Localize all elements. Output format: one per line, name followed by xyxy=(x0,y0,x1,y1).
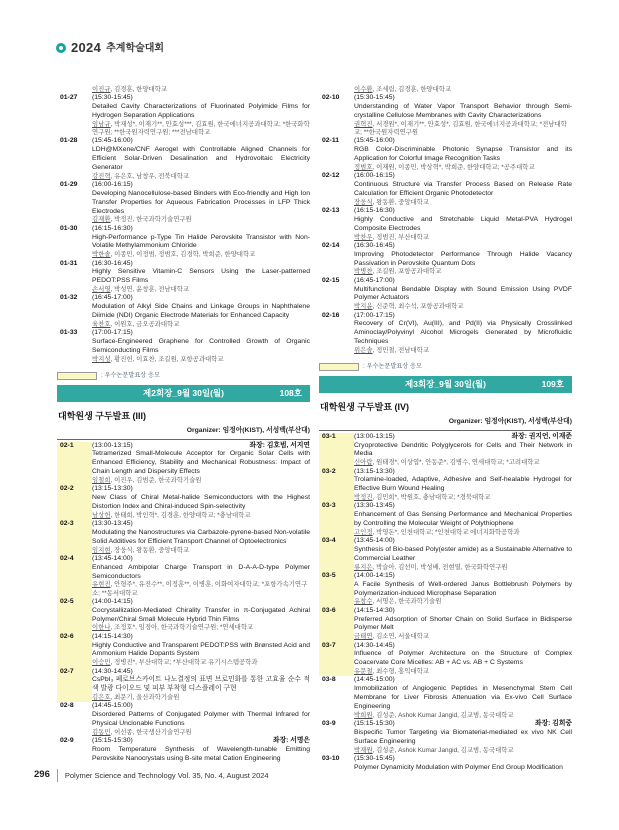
entry-title: Detailed Cavity Characterizations of Fluorinated Polyimide Films for Hydrogen Separation Applications xyxy=(92,103,310,119)
brand-title: 추계학술대회 xyxy=(106,42,165,54)
program-entry xyxy=(57,633,310,668)
entry-body xyxy=(92,442,310,486)
entry-chair: 좌장: 권지언, 이재준 xyxy=(511,432,572,440)
entry-first-author: 육찬호 xyxy=(92,320,111,328)
journal-title: Polymer Science and Technology Vol. 35, No. 4, August 2024 xyxy=(64,770,269,780)
entry-time: (16:15-16:30) xyxy=(354,207,395,215)
entry-title: Influence of Polymer Architecture on the Structure of Complex Coacervate Core Micelles: AB + AC vs. AB + C Systems xyxy=(354,650,572,667)
entry-body xyxy=(354,642,572,677)
entry-body xyxy=(92,485,310,520)
entry-first-author: 손서영 xyxy=(92,286,111,294)
entry-time: (14:45-15:00) xyxy=(92,702,133,710)
entry-authors: 금태연, 김소연, 서울대학교 xyxy=(354,633,430,641)
entry-code xyxy=(319,86,354,94)
entry-code: 03-8 xyxy=(322,676,336,684)
page-number: 296 xyxy=(34,769,50,781)
entry-first-author: 김재환 xyxy=(92,216,111,224)
entry-title: Bispecific Tumor Targeting via Biomaterial-mediated ex vivo NK Cell Surface Engineering xyxy=(354,728,572,745)
entry-body xyxy=(354,172,572,207)
entry-body xyxy=(92,86,310,94)
entry-code: 01-28 xyxy=(60,137,78,145)
session-band xyxy=(57,385,310,402)
entry-body xyxy=(354,755,572,773)
entry-time: (14:00-14:15) xyxy=(92,597,133,605)
entry-body xyxy=(354,607,572,642)
program-entry xyxy=(319,468,572,503)
program-entry xyxy=(319,720,572,755)
entry-first-author: 김은호 xyxy=(92,694,111,702)
entry-authors: 박지윤, 신준혁, 최수석, 포항공과대학교 xyxy=(354,303,464,311)
entry-title: RGB Color-Discriminable Photonic Synapse Transistor and its Application for Colorful Image Recognition Tasks xyxy=(354,146,572,163)
entry-time: (15:30-15:45) xyxy=(92,94,133,102)
entry-time: (16:45-17:00) xyxy=(92,294,133,302)
program-columns xyxy=(57,86,573,773)
entry-authors: 박희원, 김성준, Ashok Kumar Jangid, 김교범, 동국대학교 xyxy=(354,711,514,719)
entry-title: Modulation of Alkyl Side Chains and Linkage Groups in Naphthalene Diimide (NDI) Organic Electrode Materials for Enhanced Capacity xyxy=(92,303,310,320)
session-band-title: 제2회장_9월 30일(월) xyxy=(143,388,224,399)
entry-title: Cocrystallization-Mediated Chirality Transfer in π-Conjugated Achiral Polymer/Chiral Small Molecule Hybrid Thin Films xyxy=(92,606,310,623)
entry-title: Recovery of Cr(VI), Au(III), and Pd(II) via Physically Crosslinked Aminoclay/Polyvinyl Alcohol Microgels Generated by Microfluidic Techniques xyxy=(354,320,572,346)
entry-time: (15:45-16:00) xyxy=(92,137,133,145)
entry-title: Cryoprotective Dendritic Polyglycerols for Cells and Their Network in Media xyxy=(354,441,572,458)
entry-body xyxy=(92,329,310,364)
entry-body xyxy=(354,242,572,277)
entry-first-author: 유창수 xyxy=(354,598,373,606)
entry-code: 01-32 xyxy=(60,294,78,302)
entry-body xyxy=(92,260,310,295)
entry-code: 03-7 xyxy=(319,642,354,677)
entry-body xyxy=(354,207,572,242)
program-entry xyxy=(57,294,310,329)
entry-title: Disordered Patterns of Conjugated Polymer with Thermal Infrared for Physical Unclonable Functions xyxy=(92,711,310,728)
entry-code: 02-16 xyxy=(322,311,340,319)
entry-first-author: 임지현 xyxy=(92,546,111,554)
program-entry xyxy=(57,94,310,137)
entry-authors: 고인정, 박영돈*, 인천대학교; *인천대학교 에너지화학공학과 xyxy=(354,528,520,536)
entry-code: 03-3 xyxy=(319,502,354,537)
program-entry xyxy=(57,555,310,598)
entry-code: 03-1 xyxy=(319,433,354,468)
entry-chair: 좌장: 김호범, 서지연 xyxy=(249,441,310,449)
entry-code: 02-12 xyxy=(322,172,340,180)
entry-first-author: 금태연 xyxy=(354,633,373,641)
program-entry xyxy=(319,572,572,607)
entry-time: (14:45-15:00) xyxy=(354,676,395,684)
session-title: 대학원생 구두발표 (IV) xyxy=(320,402,410,413)
entry-title: LDH@MXene/CNF Aerogel with Controllable Aligned Channels for Efficient Solar-Driven Desalination and Hydrovoltaic Electricity Generator xyxy=(92,146,310,171)
program-entry xyxy=(319,433,572,468)
entry-code: 01-31 xyxy=(60,259,78,267)
entry-authors: 류지은, 박슬아, 김선미, 박성배, 전현열, 한국화학연구원 xyxy=(354,563,508,571)
entry-first-author: 정범호 xyxy=(354,163,373,171)
entry-title: Immobilization of Angiogenic Peptides in Mesenchymal Stem Cell Membrane for Liver Fibrosis Attenuation via Ex-vivo Cell Surface Engineering xyxy=(354,685,572,710)
entry-first-author: 박희원 xyxy=(354,711,373,719)
entry-time: (16:00-16:15) xyxy=(354,172,395,180)
entry-title: Surface-Engineered Graphene for Controlled Growth of Organic Semiconducting Films xyxy=(92,338,310,354)
entry-first-author: 박지윤 xyxy=(354,303,373,311)
program-entry xyxy=(57,520,310,555)
entry-title: Polymer Dynamicity Modulation with Polymer End Group Modification xyxy=(354,763,563,771)
entry-time: (14:00-14:15) xyxy=(354,572,395,579)
program-entry xyxy=(57,86,310,94)
entry-body xyxy=(354,537,572,572)
entry-body xyxy=(92,668,310,703)
entry-first-author: 류지은 xyxy=(354,563,373,571)
entry-body xyxy=(354,277,572,312)
conference-brand xyxy=(56,40,164,57)
entry-time: (15:30-15:45) xyxy=(354,754,395,762)
entry-time: (15:30-15:45) xyxy=(354,94,395,102)
entry-authors: 박병찬, 조길원, 포항공과대학교 xyxy=(354,268,442,276)
entry-body xyxy=(92,181,310,225)
entry-authors: 손서영, 박성연, 윤창훈, 전남대학교 xyxy=(92,286,190,294)
program-entry xyxy=(319,755,572,773)
entry-time: (14:30-14:45) xyxy=(354,641,395,649)
entry-authors: 박정진, 김민희*, 박원호, 충남대학교; *경북대학교 xyxy=(354,494,491,502)
entry-body xyxy=(92,633,310,668)
entry-first-author: 위은솔 xyxy=(354,346,373,354)
program-entry xyxy=(319,94,572,137)
program-entry xyxy=(319,207,572,242)
entry-body xyxy=(92,555,310,598)
entry-time: (14:30-14:45) xyxy=(92,667,133,675)
program-entry xyxy=(57,329,310,364)
program-entry xyxy=(319,242,572,277)
entry-body xyxy=(354,502,572,537)
program-entry xyxy=(57,737,310,763)
entry-first-author: 임철희 xyxy=(92,476,111,484)
entry-authors: 이진규, 김경훈, 한양대학교 xyxy=(92,86,168,93)
entry-code: 02-9 xyxy=(60,737,74,745)
program-entry xyxy=(319,172,572,207)
brand-year: 2024 xyxy=(71,40,102,55)
entry-authors: 정범호, 이재원, 이종민, 박상혁*, 박희준, 한양대학교; *공주대학교 xyxy=(354,163,535,171)
entry-time: (13:45-14:00) xyxy=(92,554,133,562)
entry-first-author: 이승민 xyxy=(92,659,111,667)
entry-time: (14:15-14:30) xyxy=(92,632,133,640)
entry-title: High-Performance p-Type Tin Halide Perovskite Transistor with Non-Volatile Methylammonium Chloride xyxy=(92,233,310,250)
entry-code: 03-4 xyxy=(319,537,354,572)
entry-time: (17:00-17:15) xyxy=(354,311,395,319)
entry-code: 02-5 xyxy=(57,598,92,633)
session-room: 108호 xyxy=(279,388,302,399)
session-title: 대학원생 구두발표 (III) xyxy=(58,411,147,422)
entry-authors: 강진혁, 유은호, 남창우, 전북대학교 xyxy=(92,172,190,180)
entry-authors: 박재원, 김성준, Ashok Kumar Jangid, 김교범, 동국대학교 xyxy=(354,746,514,754)
entry-body xyxy=(354,433,572,468)
entry-first-author: 강진혁 xyxy=(92,172,111,180)
entry-code: 02-4 xyxy=(57,555,92,598)
entry-authors: 유창수, 서명은, 한국과학기술원 xyxy=(354,598,442,606)
entry-body xyxy=(92,225,310,260)
session-room: 109호 xyxy=(541,379,564,390)
entry-time: (13:30-13:45) xyxy=(92,520,133,528)
entry-body xyxy=(354,137,572,172)
entry-code: 02-6 xyxy=(57,633,92,668)
entry-time: (14:15-14:30) xyxy=(354,606,395,614)
entry-title: Enhanced Ambipolar Charge Transport in D-A-A-D-type Polymer Semiconductors xyxy=(92,563,310,580)
entry-authors: 남상헌, 한태희, 박인혁*, 김경훈, 한양대학교; *충남대학교 xyxy=(92,511,251,519)
entry-first-author: 남상헌 xyxy=(92,511,111,519)
entry-first-author: 고인정 xyxy=(354,528,373,536)
program-entry xyxy=(57,668,310,703)
entry-authors: 박지성, 황진헌, 이효찬, 조길원, 포항공과대학교 xyxy=(92,355,224,363)
entry-list-session-right xyxy=(319,433,572,773)
entry-body xyxy=(354,94,572,137)
award-legend-label: : 우수논문발표상 응모 xyxy=(101,372,160,379)
entry-title: A Facile Synthesis of Well-ordered Janus Bottlebrush Polymers by Polymerization-induced Microphase Separation xyxy=(354,580,572,597)
entry-time: (16:30-16:45) xyxy=(354,241,395,249)
entry-title: Modulating the Nanostructures via Carbazole-pyrene-based Non-volatile Solid Additives for Efficient Transport Channel of Optoelectronics xyxy=(92,528,310,545)
program-entry xyxy=(319,676,572,720)
program-entry xyxy=(319,502,572,537)
entry-first-author: 박정진 xyxy=(354,494,373,502)
award-highlight-swatch xyxy=(57,372,97,380)
entry-first-author: 박한솔 xyxy=(92,251,111,259)
entry-authors: 박찬우, 정범진, 부산대학교 xyxy=(354,233,430,241)
entry-code: 03-9 xyxy=(322,720,336,728)
entry-authors: 김동민, 이선종, 한국생산기술연구원 xyxy=(92,728,192,736)
entry-time: (13:15-13:30) xyxy=(354,467,395,475)
entry-first-author: 이진규 xyxy=(92,86,111,93)
entry-first-author: 박병찬 xyxy=(354,268,373,276)
entry-first-author: 박찬우 xyxy=(354,233,373,241)
program-entry xyxy=(57,485,310,520)
entry-time: (15:15-15:30) xyxy=(354,720,395,728)
entry-authors: 이수환, 조세림, 김경훈, 한양대학교 xyxy=(354,86,452,93)
entry-code: 03-6 xyxy=(319,607,354,642)
entry-body xyxy=(92,137,310,181)
entry-title: Synthesis of Bio-based Poly(ester amide) as a Sustainable Alternative to Commercial Leather xyxy=(354,546,572,562)
entry-authors: 이한나, 조정호*, 임정아, 한국과학기술연구원; *연세대학교 xyxy=(92,624,254,632)
entry-time: (13:30-13:45) xyxy=(354,502,395,510)
program-entry xyxy=(319,537,572,572)
award-legend xyxy=(319,363,572,371)
entry-code xyxy=(57,86,92,94)
entry-authors: 육찬호, 이원호, 금오공과대학교 xyxy=(92,320,180,328)
entry-title: Continuous Structure via Transfer Process Based on Release Rate Calculation for Efficient Organic Photodetector xyxy=(354,181,572,197)
entry-title: Preferred Adsorption of Shorter Chain on Solid Surface in Bidisperse Polymer Melt xyxy=(354,615,572,632)
entry-authors: 유현진, 안형주*, 유진수**, 이정훈**, 이병훈, 이화여자대학교; *포항가속기연구소; **동서대학교 xyxy=(92,581,308,597)
entry-code: 03-10 xyxy=(322,754,340,762)
entry-time: (13:00-13:15) xyxy=(354,432,395,440)
entry-chair: 좌장: 김희중 xyxy=(535,720,572,728)
entry-time: (15:15-15:30) xyxy=(92,737,133,745)
entry-body xyxy=(92,94,310,137)
session-band xyxy=(319,376,572,393)
entry-body xyxy=(92,520,310,555)
entry-time: (16:30-16:45) xyxy=(92,259,133,267)
entry-time: (16:00-16:15) xyxy=(92,181,133,189)
entry-body xyxy=(354,468,572,503)
entry-first-author: 유문철 xyxy=(354,668,373,676)
entry-title: Highly Conductive and Transparent PEDOT:PSS with Brønsted Acid and Ammonium Halide Dopants System xyxy=(92,641,310,658)
program-entry xyxy=(57,702,310,737)
entry-time: (13:00-13:15) xyxy=(92,441,133,449)
entry-authors: 유문철, 최수형, 홍익대학교 xyxy=(354,668,430,676)
entry-title: Highly Sensitive Vitamin-C Sensors Using the Laser-patterned PEDOT:PSS Films xyxy=(92,268,310,285)
entry-title: New Class of Chiral Metal-halide Semiconductors with the Highest Distortion Index and Chiral-induced Spin-selectivity xyxy=(92,494,310,510)
entry-body xyxy=(92,598,310,633)
program-entry xyxy=(319,137,572,172)
entry-authors: 임철희, 이진우, 김범준, 한국과학기술원 xyxy=(92,476,202,484)
entry-code: 02-7 xyxy=(57,668,92,703)
entry-authors: 권혁진, 서경원*, 이재기**, 안효성*, 김효원, 한국에너지공과대학교; *전남대학교; **한국원자력연구원 xyxy=(354,120,567,137)
session-organizer: Organizer: 임정아(KIST), 서성백(부산대) xyxy=(319,418,572,431)
entry-authors: 장웅식, 왕동환, 중앙대학교 xyxy=(354,198,430,206)
entry-code: 02-2 xyxy=(57,485,92,520)
entry-first-author: 박지성 xyxy=(92,355,111,363)
entry-title: Highly Conductive and Stretchable Liquid Metal-PVA Hydrogel Composite Electrodes xyxy=(354,215,572,232)
entry-code: 02-1 xyxy=(57,442,92,486)
entry-code: 02-11 xyxy=(322,137,340,145)
entry-code: 02-3 xyxy=(57,520,92,555)
entry-code: 01-27 xyxy=(60,94,78,102)
entry-body xyxy=(92,294,310,329)
entry-body xyxy=(354,572,572,607)
entry-authors: 임남규, 박재성*, 이재기**, 안효성***, 김효원, 한국에너지공과대학교; *한국화학연구원; **한국원자력연구원; ***전남대학교 xyxy=(92,120,310,137)
entry-authors: 박한솔, 이종민, 이정범, 정범호, 김경학, 박희준, 한양대학교 xyxy=(92,251,256,259)
entry-title: Trolamine-loaded, Adaptive, Adhesive and Self-healable Hydrogel for Effective Burn Wound Healing xyxy=(354,476,572,493)
entry-body xyxy=(354,720,572,755)
award-legend-label: : 우수논문발표상 응모 xyxy=(363,363,422,371)
entry-code: 01-33 xyxy=(60,329,78,337)
program-entry xyxy=(57,260,310,295)
program-entry xyxy=(57,181,310,225)
entry-code: 02-13 xyxy=(322,207,340,215)
program-entry xyxy=(319,277,572,312)
entry-title: Developing Nanocellulose-based Binders with Eco-friendly and High Ion Transfer Properties for Aqueous Fabrication Processes in LFP Thick Electrodes xyxy=(92,189,310,215)
entry-title: Multifunctional Bendable Display with Sound Emission Using PVDF Polymer Actuators xyxy=(354,285,572,302)
program-entry xyxy=(57,137,310,181)
award-highlight-swatch xyxy=(319,363,359,371)
entry-body xyxy=(92,702,310,737)
program-entry xyxy=(319,642,572,677)
entry-list-session-left xyxy=(57,442,310,764)
entry-authors: 임지현, 장웅식, 왕동환, 중앙대학교 xyxy=(92,546,190,554)
program-column-right xyxy=(319,86,572,773)
entry-time: (15:45-16:00) xyxy=(354,137,395,145)
entry-title: Understanding of Water Vapor Transport Behavior through Semi-crystalline Cellulose Membranes with Cavity Characterizations xyxy=(354,103,572,119)
entry-title: Tetramerized Small-Molecule Acceptor for Organic Solar Cells with Enhanced Efficiency, Stability and Mechanical Robustness: Impact of Chain Length and Dispersity Effects xyxy=(92,450,310,476)
entry-list-top-right xyxy=(319,86,572,355)
entry-first-author: 박재원 xyxy=(354,746,373,754)
entry-code: 02-14 xyxy=(322,241,340,249)
entry-list-top-left xyxy=(57,86,310,364)
brand-dot-icon xyxy=(56,43,66,53)
entry-code: 01-30 xyxy=(60,224,78,232)
session-band-title: 제3회장_9월 30일(월) xyxy=(405,379,486,390)
entry-time: (16:15-16:30) xyxy=(92,224,133,232)
entry-body xyxy=(354,86,572,94)
entry-code: 01-29 xyxy=(60,181,78,189)
entry-code: 02-15 xyxy=(322,276,340,284)
entry-time: (16:45-17:00) xyxy=(354,276,395,284)
entry-authors: 위은솔, 정민철, 전남대학교 xyxy=(354,346,430,354)
entry-title: Room Temperature Synthesis of Wavelength-tunable Emitting Perovskite Nanocrystals using B-site metal Cation Engineering xyxy=(92,746,310,762)
entry-chair: 좌장: 서명은 xyxy=(273,737,310,745)
program-entry xyxy=(319,86,572,94)
entry-first-author: 신아람 xyxy=(354,459,373,467)
entry-code: 02-8 xyxy=(60,702,74,710)
program-column-left xyxy=(57,86,310,773)
entry-time: (13:15-13:30) xyxy=(92,485,133,493)
entry-first-author: 이수환 xyxy=(354,86,373,93)
entry-title: Enhancement of Gas Sensing Performance and Mechanical Properties by Controlling the Molecular Weight of Polythiophene xyxy=(354,511,572,528)
entry-first-author: 권혁진 xyxy=(354,120,373,128)
entry-first-author: 유현진 xyxy=(92,581,111,589)
award-legend xyxy=(57,372,310,380)
entry-first-author: 이한나 xyxy=(92,624,111,632)
program-entry xyxy=(57,598,310,633)
program-entry xyxy=(57,225,310,260)
entry-authors: 이승민, 정병진*, 부산대학교; *부산대학교 유기시스템공학과 xyxy=(92,659,258,667)
entry-first-author: 김동민 xyxy=(92,728,111,736)
entry-code: 02-10 xyxy=(322,94,340,102)
entry-authors: 김재환, 박정진, 한국과학기술연구원 xyxy=(92,216,192,224)
entry-first-author: 임남규 xyxy=(92,120,111,128)
footer-divider xyxy=(57,769,58,782)
program-entry xyxy=(57,442,310,486)
page-footer xyxy=(34,769,269,782)
session-organizer: Organizer: 임정아(KIST), 서성백(부산대) xyxy=(57,427,310,440)
entry-authors: 김은호, 최문기, 울산과학기술원 xyxy=(92,694,180,702)
entry-title: CsPbI₃ 페로브스카이트 나노결정의 표면 브로민화를 통한 고효율 순수 적색 발광 다이오드 및 피부 부착형 디스플레이 구현 xyxy=(92,676,310,693)
program-entry xyxy=(319,312,572,356)
entry-time: (17:00-17:15) xyxy=(92,329,133,337)
entry-body xyxy=(354,676,572,720)
entry-title: Improving Photodetector Performance Through Halide Vacancy Passivation in Perovskite Quantum Dots xyxy=(354,250,572,267)
entry-body xyxy=(354,312,572,356)
entry-code: 03-5 xyxy=(319,572,354,607)
entry-body xyxy=(92,737,310,763)
entry-authors: 신아람, 원태경*, 이상엽*, 안동준*, 김병수, 연세대학교; *고려대학교 xyxy=(354,459,540,467)
entry-time: (13:45-14:00) xyxy=(354,537,395,545)
entry-first-author: 장웅식 xyxy=(354,198,373,206)
program-entry xyxy=(319,607,572,642)
entry-code: 03-2 xyxy=(319,468,354,503)
